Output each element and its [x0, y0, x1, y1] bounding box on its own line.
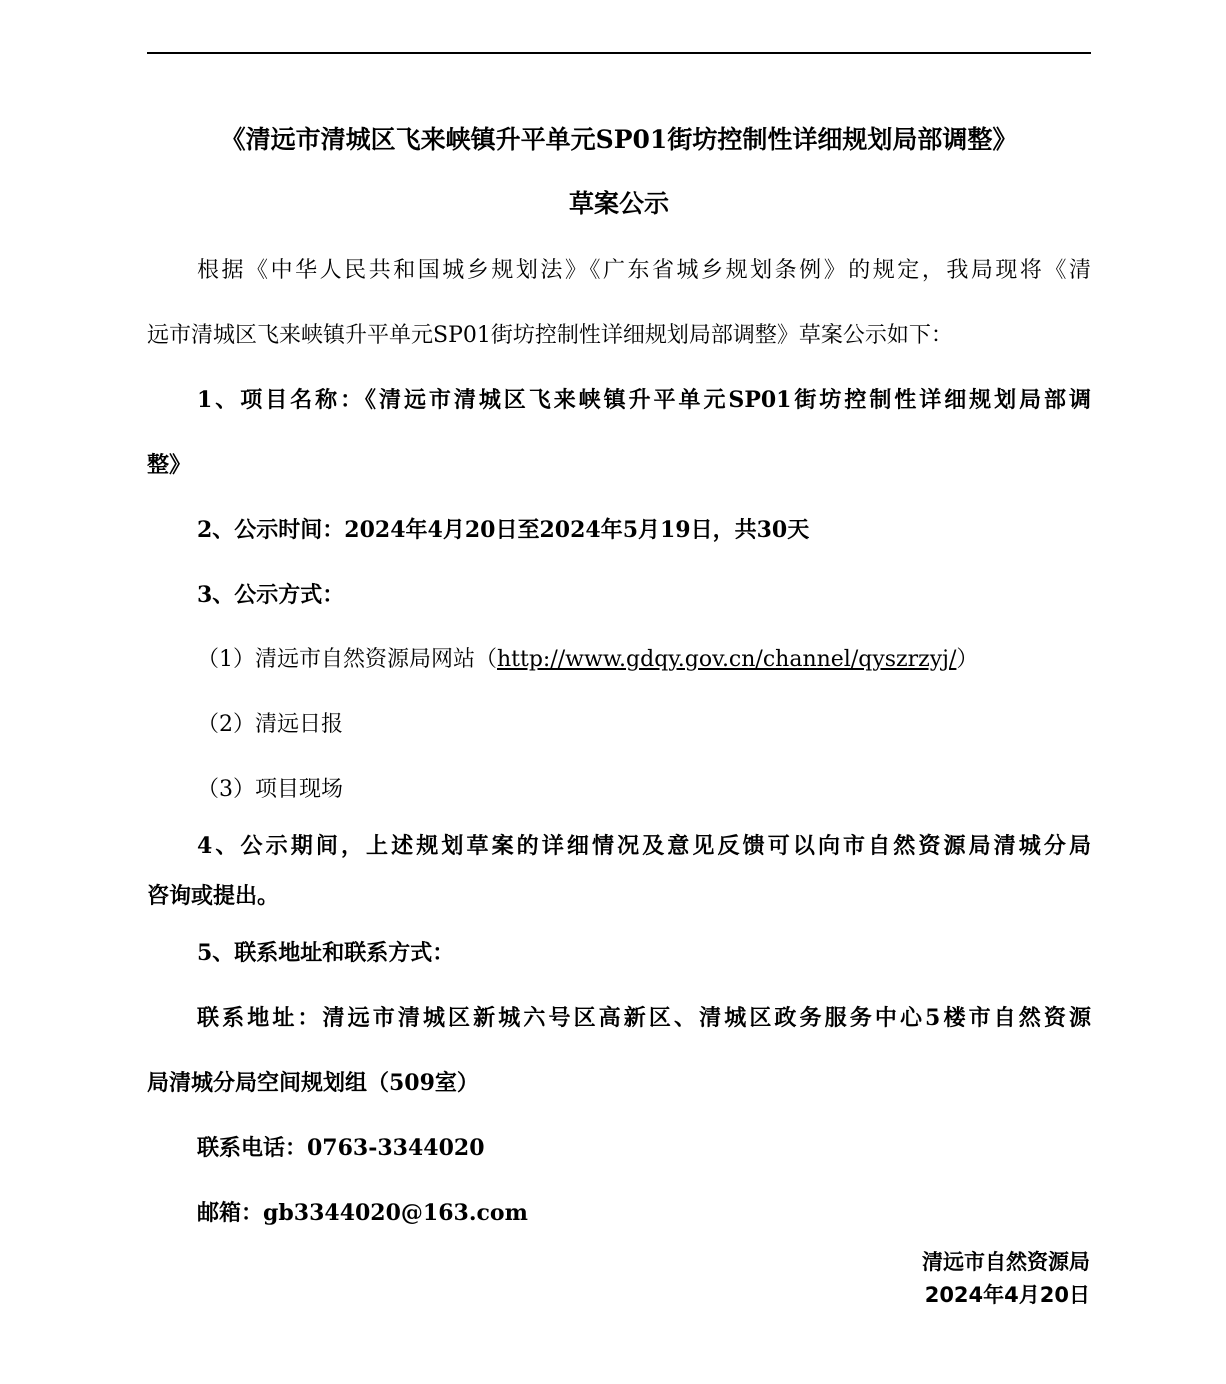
item2-publicity-period: 2、公示时间：2024年4月20日至2024年5月19日，共30天	[197, 517, 810, 543]
contact-email: 邮箱：gb3344020@163.com	[197, 1200, 528, 1226]
method3-project-site: （3）项目现场	[197, 777, 343, 802]
item1-project-name-line2: 整》	[147, 452, 192, 478]
item4-feedback-line2: 咨询或提出。	[147, 883, 280, 909]
item1-project-name-line1: 1、项目名称：《清远市清城区飞来峡镇升平单元SP01街坊控制性详细规划局部调	[197, 387, 1091, 413]
method1-website	[197, 646, 1091, 674]
item5-contact-heading: 5、联系地址和联系方式：	[197, 940, 455, 966]
document-title-line1: 《清远市清城区飞来峡镇升平单元SP01街坊控制性详细规划局部调整》	[220, 125, 1018, 154]
signature-date: 2024年4月20日	[924, 1283, 1090, 1307]
method1-prefix: （1）清远市自然资源局网站（	[197, 647, 497, 672]
item3-publicity-methods: 3、公示方式：	[197, 582, 345, 608]
intro-paragraph-line2: 远市清城区飞来峡镇升平单元SP01街坊控制性详细规划局部调整》草案公示如下：	[147, 323, 953, 348]
contact-address-line2: 局清城分局空间规划组（509室）	[147, 1070, 479, 1096]
contact-address-line1: 联系地址：清远市清城区新城六号区高新区、清城区政务服务中心5楼市自然资源	[197, 1005, 1091, 1031]
item4-feedback-line1: 4、公示期间，上述规划草案的详细情况及意见反馈可以向市自然资源局清城分局	[197, 833, 1091, 859]
document-title-line2: 草案公示	[568, 189, 669, 218]
signature-organization: 清远市自然资源局	[922, 1250, 1090, 1274]
website-link[interactable]: http://www.gdqy.gov.cn/channel/qyszrzyj/	[497, 647, 957, 672]
header-rule	[147, 52, 1091, 54]
method1-suffix: ）	[956, 647, 979, 672]
method2-newspaper: （2）清远日报	[197, 712, 343, 737]
intro-paragraph-line1: 根据《中华人民共和国城乡规划法》《广东省城乡规划条例》的规定，我局现将《清	[197, 258, 1091, 283]
contact-phone: 联系电话：0763-3344020	[197, 1135, 485, 1161]
